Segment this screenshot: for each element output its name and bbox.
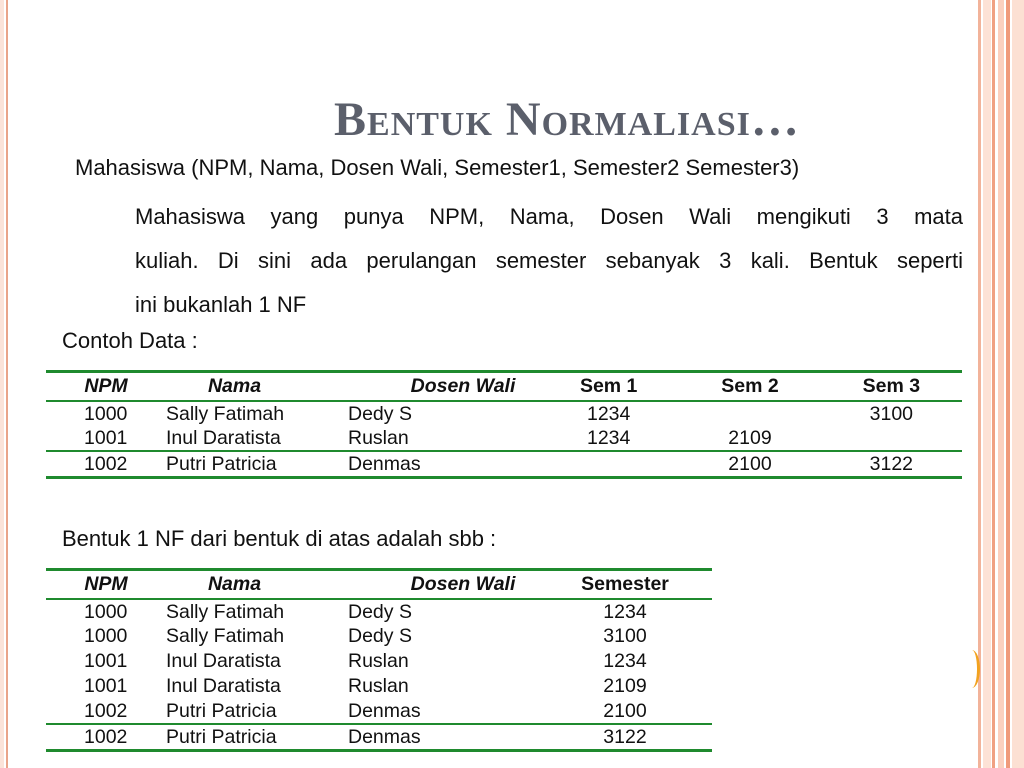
table-header-row <box>46 372 962 401</box>
cell-nama: Putri Patricia <box>166 725 277 748</box>
cell-sem3: 3122 <box>869 452 914 475</box>
cell-dosen: Ruslan <box>348 650 409 672</box>
cell-npm: 1000 <box>84 402 128 425</box>
cell-nama: Sally Fatimah <box>166 625 285 647</box>
first-normal-form-table <box>46 568 712 752</box>
example-caption: Contoh Data : <box>62 328 198 353</box>
cell-sem3 <box>821 426 962 451</box>
cell-sem3: 3100 <box>869 402 914 425</box>
cell-dosen: Denmas <box>348 699 421 722</box>
cell-nama: Putri Patricia <box>166 452 277 475</box>
explanation-line-2: kuliah. Di sini ada perulangan semester sebanyak 3 kali. Bentuk seperti <box>135 248 963 273</box>
cell-npm: 1001 <box>84 675 128 697</box>
cell-npm: 1000 <box>84 600 128 623</box>
unnormalized-table <box>46 370 962 479</box>
cell-dosen: Ruslan <box>348 675 409 697</box>
table-row <box>46 624 712 649</box>
cell-semester: 3122 <box>603 725 647 748</box>
cell-npm: 1002 <box>84 699 128 722</box>
table-header-row <box>46 570 712 599</box>
cell-npm: 1001 <box>84 650 128 672</box>
cell-dosen: Dedy S <box>348 600 412 623</box>
cell-semester: 1234 <box>603 600 647 623</box>
cell-npm: 1001 <box>84 426 128 449</box>
nf-caption: Bentuk 1 NF dari bentuk di atas adalah sbb : <box>62 526 497 551</box>
explanation-line-3: ini bukanlah 1 NF <box>135 292 307 317</box>
cell-semester: 2109 <box>603 675 647 697</box>
cell-nama: Inul Daratista <box>166 650 281 672</box>
schema-line: Mahasiswa (NPM, Nama, Dosen Wali, Semester1, Semester2 Semester3) <box>75 155 800 180</box>
cell-sem1: 1234 <box>586 426 631 449</box>
table-row <box>46 699 712 724</box>
cell-dosen: Ruslan <box>348 426 409 449</box>
cell-npm: 1002 <box>84 452 128 475</box>
cell-npm: 1002 <box>84 725 128 748</box>
cell-nama: Inul Daratista <box>166 426 281 449</box>
cell-nama: Inul Daratista <box>166 675 281 697</box>
cell-sem1: 1234 <box>586 402 631 425</box>
cell-dosen: Denmas <box>348 725 421 748</box>
explanation-paragraph <box>135 195 963 327</box>
header-dosen-wali: Dosen Wali <box>410 374 516 397</box>
header-nama: Nama <box>207 374 262 397</box>
cell-nama: Putri Patricia <box>166 699 277 722</box>
cell-dosen: Dedy S <box>348 402 412 425</box>
cell-nama: Sally Fatimah <box>166 600 285 623</box>
cell-semester: 1234 <box>603 650 647 672</box>
table-row <box>46 674 712 699</box>
table-row <box>46 426 962 451</box>
table-row <box>46 599 712 624</box>
table-row <box>46 649 712 674</box>
cell-semester: 3100 <box>603 625 647 647</box>
cell-sem2: 2109 <box>728 426 772 449</box>
cell-semester: 2100 <box>603 699 647 722</box>
explanation-line-1: Mahasiswa yang punya NPM, Nama, Dosen Wali mengikuti 3 mata <box>135 204 963 229</box>
table-row <box>46 451 962 478</box>
header-sem2: Sem 2 <box>721 374 779 397</box>
cell-dosen: Denmas <box>348 452 421 475</box>
cell-dosen: Dedy S <box>348 625 412 647</box>
cell-npm: 1000 <box>84 625 128 647</box>
left-border <box>0 0 8 768</box>
cell-sem2 <box>679 401 820 426</box>
header-nama: Nama <box>207 572 262 595</box>
cell-sem2: 2100 <box>728 452 772 475</box>
right-decorative-stripes <box>978 0 1024 768</box>
table-row <box>46 401 962 426</box>
header-semester: Semester <box>581 572 669 595</box>
header-sem3: Sem 3 <box>862 374 921 397</box>
slide-marker <box>964 650 980 688</box>
header-npm: NPM <box>84 374 128 397</box>
header-dosen-wali: Dosen Wali <box>410 572 516 595</box>
slide-title: Bentuk Normaliasi… <box>334 93 800 146</box>
cell-sem1 <box>538 451 679 478</box>
cell-nama: Sally Fatimah <box>166 402 285 425</box>
table-row <box>46 724 712 751</box>
header-sem1: Sem 1 <box>579 374 638 397</box>
header-npm: NPM <box>84 572 128 595</box>
